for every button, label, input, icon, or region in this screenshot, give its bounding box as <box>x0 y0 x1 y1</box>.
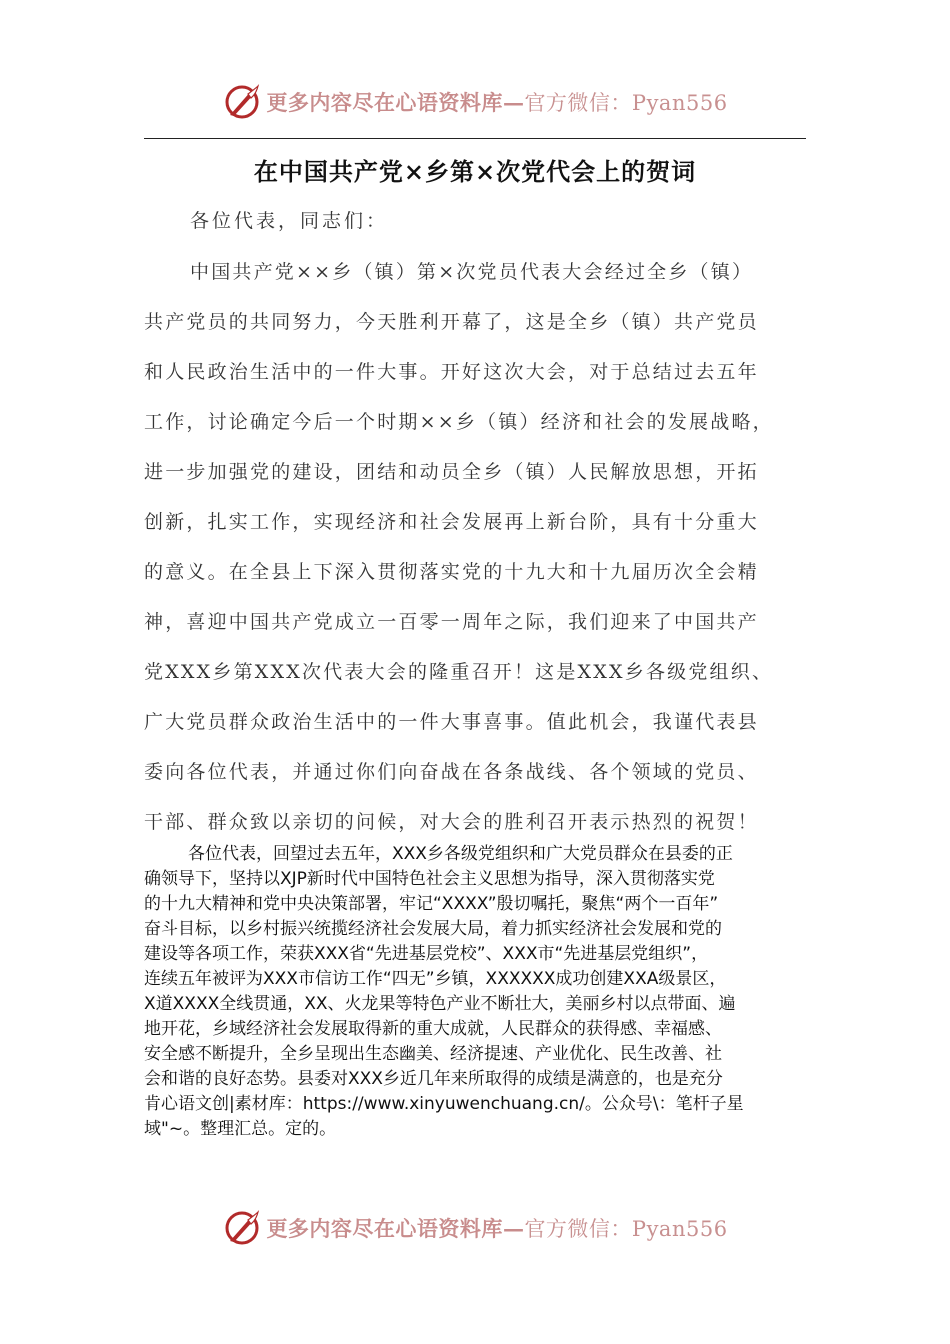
watermark-site-text: 更多内容尽在心语资料库—官方微信：Pyan556 <box>266 90 728 115</box>
watermark-header <box>0 72 950 132</box>
paragraph-line: 干部、群众致以亲切的问候，对大会的胜利召开表示热烈的祝贺！ <box>144 811 759 833</box>
paragraph-line: 的意义。在全县上下深入贯彻落实党的十九大和十九届历次全会精 <box>144 561 759 583</box>
paragraph-line: 广大党员群众政治生活中的一件大事喜事。值此机会，我谨代表县 <box>144 711 759 733</box>
paragraph-line: 建设等各项工作，荣获XXX省“先进基层党校”、XXX市“先进基层党组织”， <box>144 944 709 964</box>
paragraph-line: 委向各位代表，并通过你们向奋战在各条战线、各个领域的党员、 <box>144 761 759 783</box>
salutation: 各位代表，同志们： <box>190 210 389 232</box>
quill-logo-icon <box>222 1208 262 1248</box>
paragraph-line: 共产党员的共同努力，今天胜利开幕了，这是全乡（镇）共产党员 <box>144 311 759 333</box>
paragraph-2 <box>144 842 814 1142</box>
watermark-footer <box>0 1198 950 1258</box>
paragraph-line: 工作，讨论确定今后一个时期××乡（镇）经济和社会的发展战略， <box>144 411 774 433</box>
paragraph-line: 安全感不断提升，全乡呈现出生态幽美、经济提速、产业优化、民生改善、社 <box>144 1044 722 1064</box>
paragraph-line: 会和谐的良好态势。县委对XXX乡近几年来所取得的成绩是满意的，也是充分 <box>144 1069 723 1089</box>
paragraph-1 <box>144 247 824 847</box>
quill-logo-icon <box>222 82 262 122</box>
paragraph-line: 神，喜迎中国共产党成立一百零一周年之际，我们迎来了中国共产 <box>144 611 759 633</box>
paragraph-line: 创新，扎实工作，实现经济和社会发展再上新台阶，具有十分重大 <box>144 511 759 533</box>
header-divider <box>144 138 806 139</box>
paragraph-line: 各位代表，回望过去五年，XXX乡各级党组织和广大党员群众在县委的正 <box>188 844 733 864</box>
paragraph-line: 的十九大精神和党中央决策部署，牢记“XXXX”殷切嘱托，聚焦“两个一百年” <box>144 894 719 914</box>
paragraph-line: 奋斗目标，以乡村振兴统揽经济社会发展大局，着力抓实经济社会发展和党的 <box>144 919 722 939</box>
paragraph-line: 进一步加强党的建设，团结和动员全乡（镇）人民解放思想，开拓 <box>144 461 759 483</box>
watermark-site-text: 更多内容尽在心语资料库—官方微信：Pyan556 <box>266 1216 728 1241</box>
paragraph-line: 确领导下，坚持以XJP新时代中国特色社会主义思想为指导，深入贯彻落实党 <box>144 869 715 889</box>
paragraph-line: 连续五年被评为XXX市信访工作“四无”乡镇，XXXXXX成功创建XXA级景区， <box>144 969 727 989</box>
paragraph-line: 中国共产党××乡（镇）第×次党员代表大会经过全乡（镇） <box>190 261 754 283</box>
paragraph-line: 地开花，乡域经济社会发展取得新的重大成就，人民群众的获得感、幸福感、 <box>144 1019 722 1039</box>
document-title: 在中国共产党×乡第×次党代会上的贺词 <box>253 157 697 186</box>
paragraph-line: X道XXXX全线贯通，XX、火龙果等特色产业不断壮大，美丽乡村以点带面、遍 <box>144 994 736 1014</box>
paragraph-line: 肯心语文创|素材库：https://www.xinyuwenchuang.cn/。公众号\：笔杆子星 <box>144 1094 744 1114</box>
paragraph-line: 域"~。整理汇总。定的。 <box>144 1119 337 1139</box>
paragraph-line: 党XXX乡第XXX次代表大会的隆重召开！这是XXX乡各级党组织、 <box>144 661 774 683</box>
paragraph-line: 和人民政治生活中的一件大事。开好这次大会，对于总结过去五年 <box>144 361 759 383</box>
